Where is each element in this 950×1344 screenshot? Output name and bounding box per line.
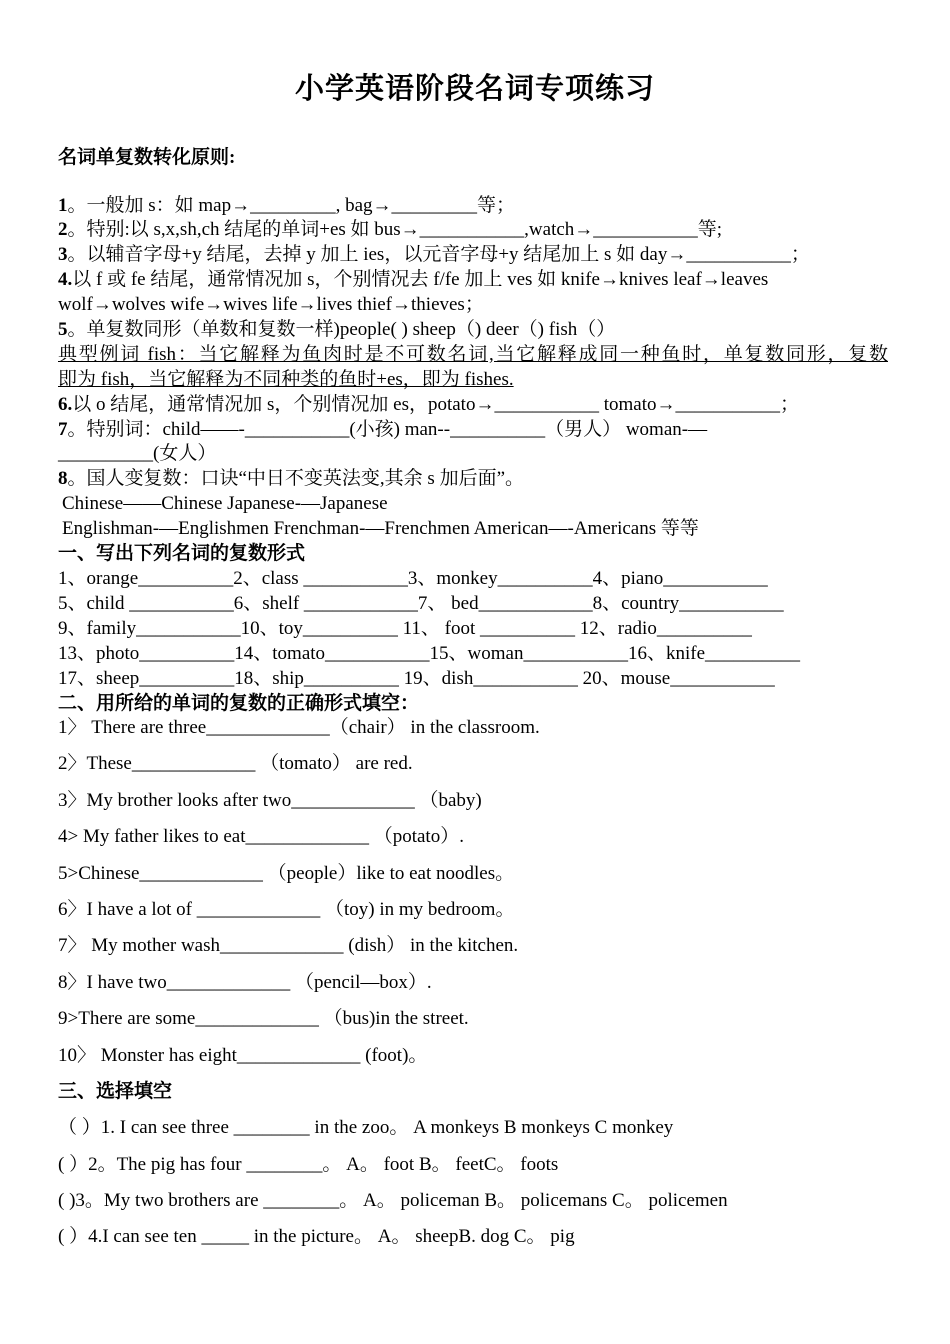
- section-3-heading: 三、选择填空: [58, 1080, 173, 1102]
- section-1-heading: 一、写出下列名词的复数形式: [58, 542, 306, 564]
- rule-5-note-line-1: 典型例词 fish：当它解释为鱼肉时是不可数名词,当它解释成同一种鱼时，单复数同形，复数: [58, 344, 888, 365]
- rule-8-example-2: Englishman-—Englishmen Frenchman-—Frenchmen American—-Americans 等等: [62, 518, 699, 539]
- section-2-heading: 二、用所给的单词的复数的正确形式填空：: [58, 692, 420, 714]
- section-2-item: 4> My father likes to eat_____________ （potato）.: [58, 826, 464, 847]
- rule-4-text: 以 f 或 fe 结尾，通常情况加 s，个别情况去 f/fe 加上 ves 如 knife→knives leaf→leaves: [72, 269, 769, 290]
- rule-6-text: 以 o 结尾，通常情况加 s，个别情况加 es，potato→___________ tomato→___________；: [72, 394, 799, 415]
- rule-1-number: 1: [58, 195, 68, 216]
- section-1-row: 9、family___________10、toy__________ 11、 foot __________ 12、radio__________: [58, 618, 752, 639]
- section-2-item: 5>Chinese_____________ （people）like to eat noodles。: [58, 863, 515, 884]
- rule-1: [58, 193, 515, 218]
- rule-1-text: 。一般加 s：如 map→_________, bag→_________等；: [67, 195, 516, 216]
- rule-6-number: 6.: [58, 394, 73, 415]
- rule-2-text: 。特别:以 s,x,sh,ch 结尾的单词+es 如 bus→___________,watch→___________等;: [67, 219, 723, 240]
- rule-3-number: 3: [58, 244, 68, 265]
- rule-4-continued: wolf→wolves wife→wives life→lives thief→thieves；: [58, 294, 484, 315]
- rule-3: [58, 242, 810, 267]
- section-3-item: （ ）1. I can see three ________ in the zoo。 A monkeys B monkeys C monkey: [58, 1117, 674, 1138]
- section-2-item: 3〉My brother looks after two_____________ （baby): [58, 790, 482, 811]
- rule-8-example-1: Chinese——Chinese Japanese-—Japanese: [62, 493, 388, 514]
- section-1-row: 13、photo__________14、tomato___________15、woman___________16、knife__________: [58, 643, 801, 664]
- section-3-item: ( ）4.I can see ten _____ in the picture。 A。 sheepB. dog C。 pig: [58, 1226, 575, 1247]
- section-2-item: 10〉 Monster has eight_____________ (foot)。: [58, 1045, 428, 1066]
- section-2-item: 9>There are some_____________ （bus)in the street.: [58, 1008, 469, 1029]
- rule-2-number: 2: [58, 219, 68, 240]
- rule-5-note-line-2: 即为 fish，当它解释为不同种类的鱼时+es，即为 fishes.: [58, 369, 514, 390]
- section-2-item: 2〉These_____________ （tomato） are red.: [58, 753, 413, 774]
- rule-5-number: 5: [58, 319, 68, 340]
- rule-3-text: 。以辅音字母+y 结尾，去掉 y 加上 ies，以元音字母+y 结尾加上 s 如 day→___________；: [67, 244, 810, 265]
- rule-8: [58, 466, 524, 491]
- rule-8-text: 。国人变复数：口诀“中日不变英法变,其余 s 加后面”。: [67, 468, 525, 489]
- section-2-item: 8〉I have two_____________ （pencil—box）.: [58, 972, 432, 993]
- rule-4: [58, 267, 768, 292]
- rule-4-number: 4.: [58, 269, 73, 290]
- rule-6: [58, 392, 799, 417]
- rule-2: [58, 217, 722, 242]
- section-2-item: 6〉I have a lot of _____________ （toy) in my bedroom。: [58, 899, 515, 920]
- rule-7-text: 。特别词：child——-___________(小孩) man--__________（男人） woman-—: [67, 419, 708, 440]
- rule-5: [58, 317, 615, 342]
- rule-7-continued: __________(女人）: [58, 443, 217, 464]
- section-3-item: ( ）2。The pig has four ________。 A。 foot B。 feetC。 foots: [58, 1154, 559, 1175]
- rule-7-number: 7: [58, 419, 68, 440]
- rule-8-number: 8: [58, 468, 68, 489]
- rules-heading: 名词单复数转化原则:: [58, 147, 236, 168]
- rule-7: [58, 417, 707, 442]
- section-3-item: ( )3。My two brothers are ________。 A。 policeman B。 policemans C。 policemen: [58, 1190, 728, 1211]
- section-1-row: 5、child ___________6、shelf ____________7、 bed____________8、country___________: [58, 593, 784, 614]
- section-2-item: 1〉 There are three_____________（chair） in the classroom.: [58, 717, 540, 738]
- section-1-row: 17、sheep__________18、ship__________ 19、dish___________ 20、mouse___________: [58, 668, 775, 689]
- section-1-row: 1、orange__________2、class ___________3、monkey__________4、piano___________: [58, 568, 768, 589]
- rule-5-text: 。单复数同形（单数和复数一样)people( ) sheep（) deer（) fish（）: [67, 319, 616, 340]
- page-title: 小学英语阶段名词专项练习: [294, 71, 655, 105]
- section-2-item: 7〉 My mother wash_____________ (dish） in the kitchen.: [58, 935, 519, 956]
